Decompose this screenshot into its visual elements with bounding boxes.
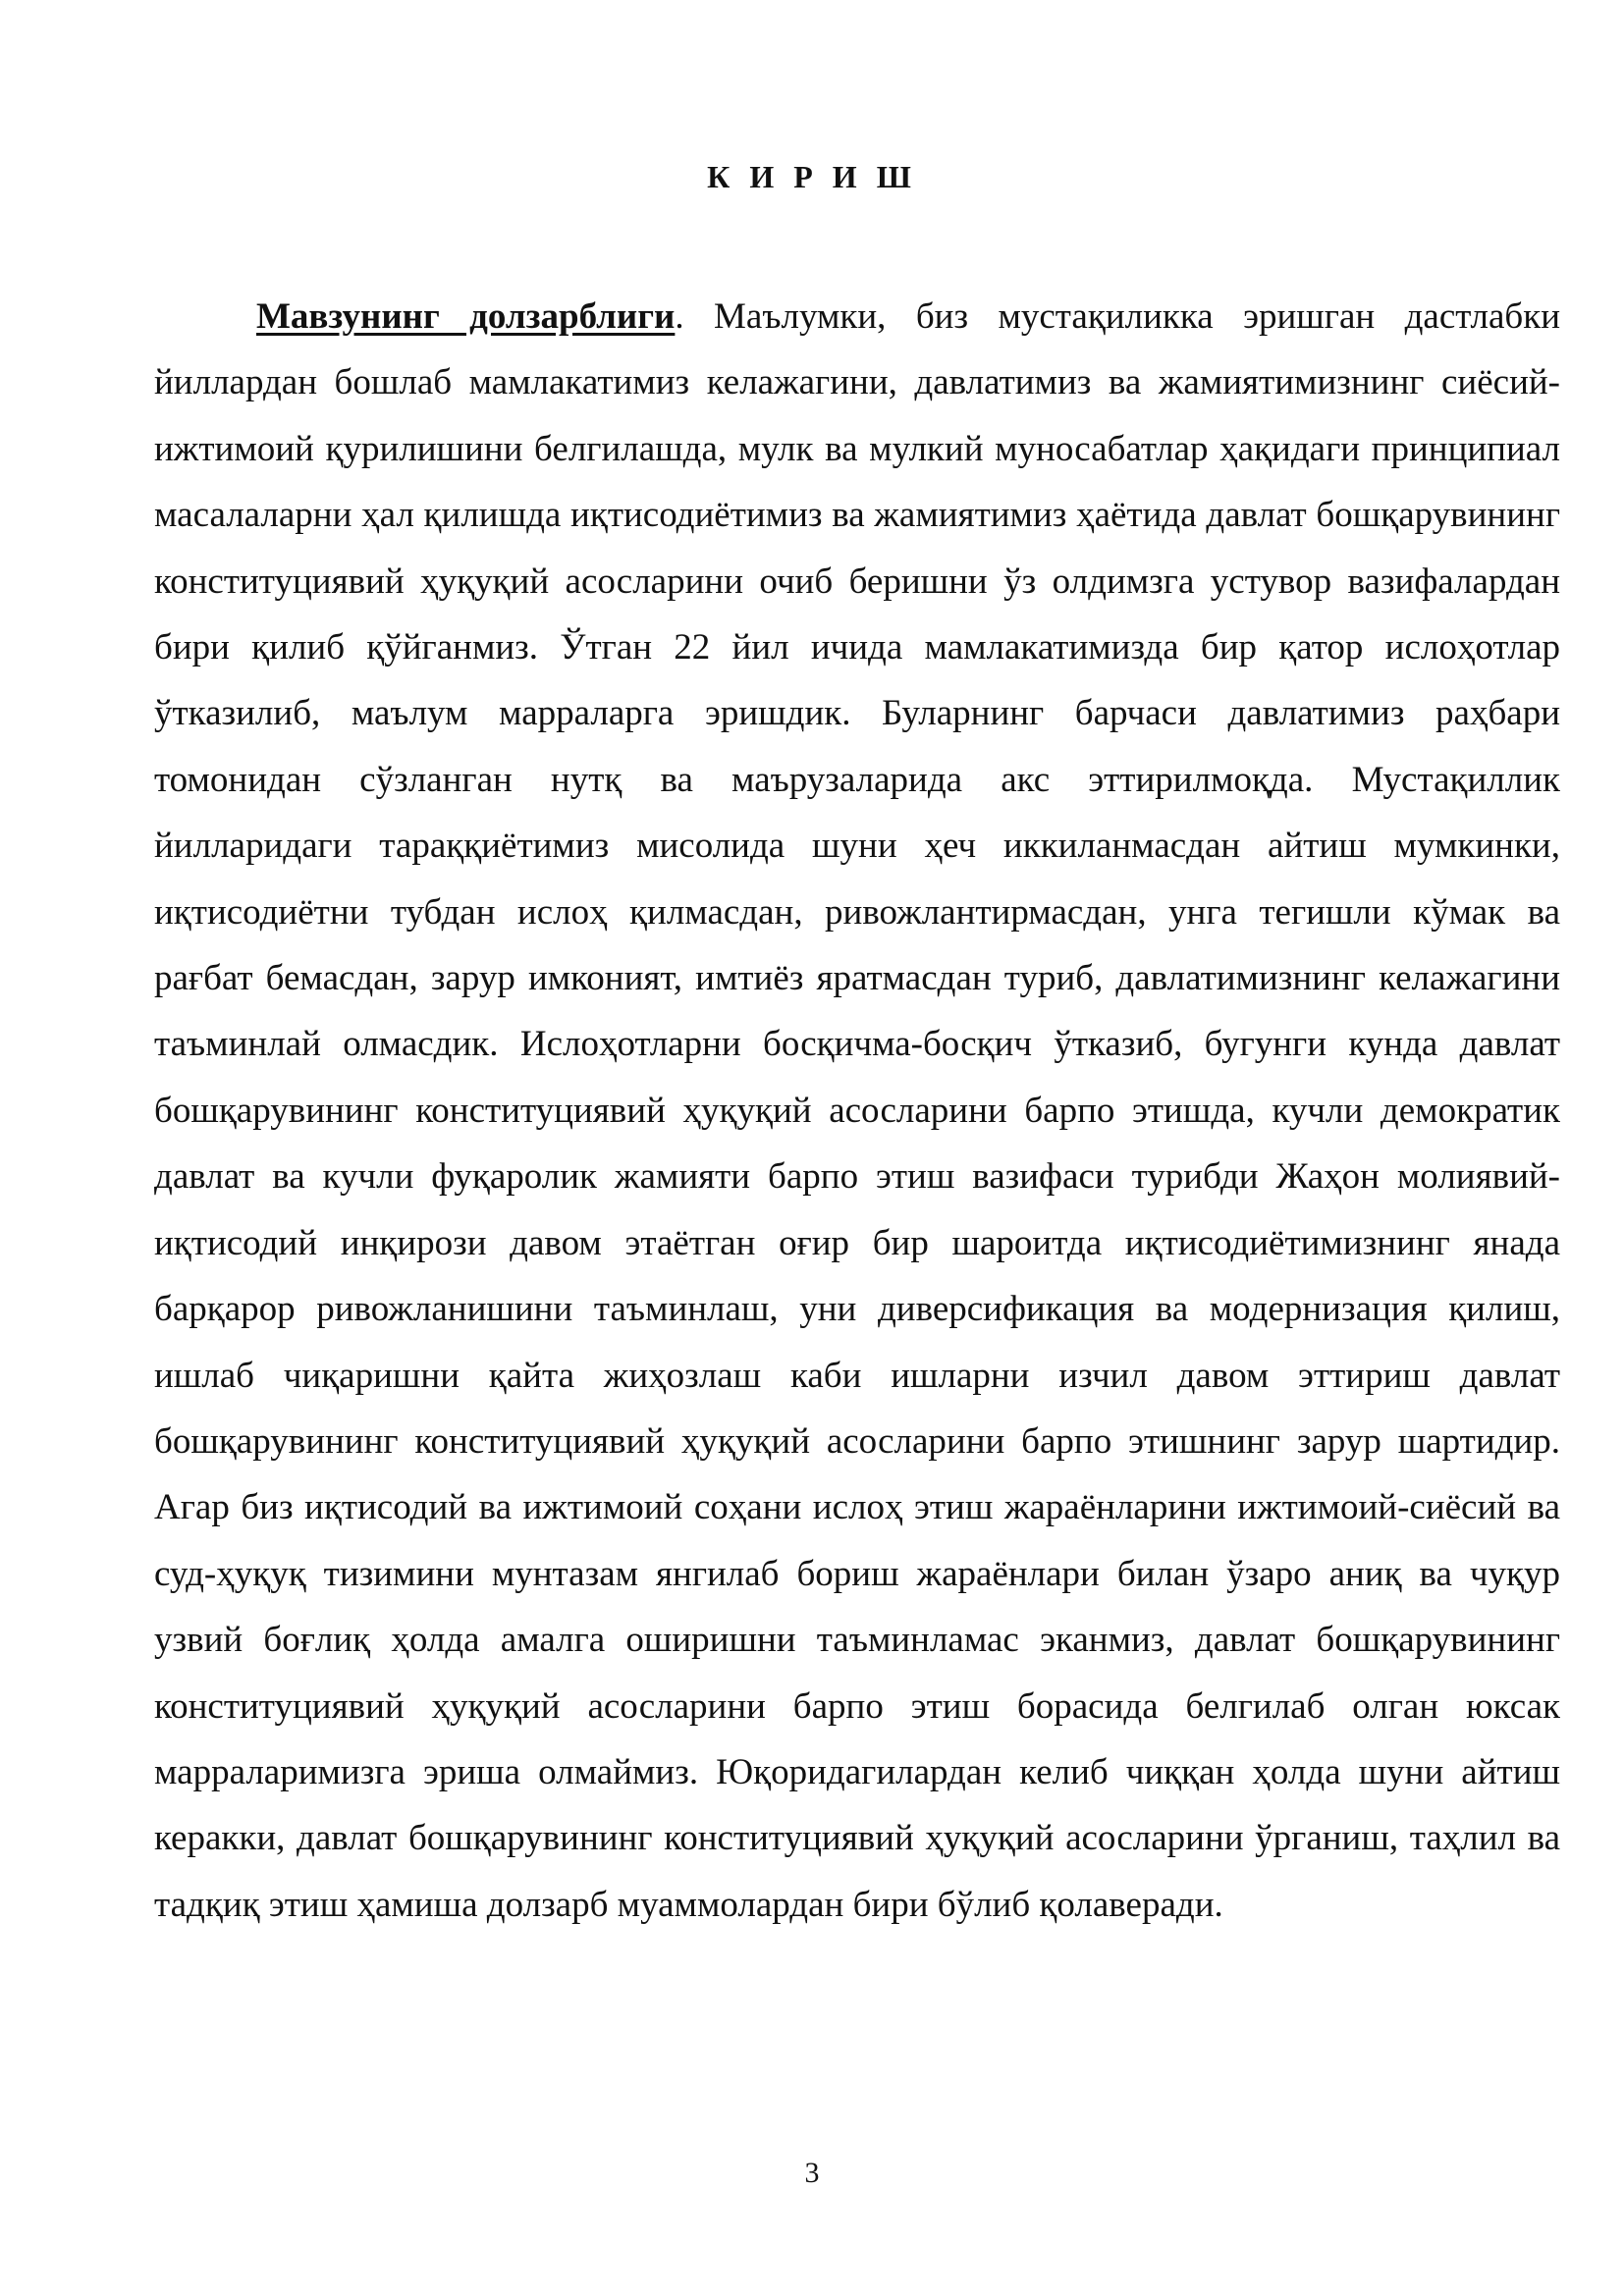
section-heading: К И Р И Ш: [707, 159, 917, 194]
paragraph-text: Маълумки, биз мустақиликка эришган дастлабки йиллардан бошлаб мамлакатимиз келажагини, давлатимиз ва жамиятимизнинг сиёсий-ижтимоий қурилишини белгилашда, мулк ва мулкий муносабатлар ҳақидаги принципиал масалаларни ҳал қилишда иқтисодиётимиз ва жамиятимиз ҳаётида давлат бошқарувининг конституциявий ҳуқуқий асосларини очиб беришни ўз олдимзга устувор вазифалардан бири қилиб қўйганмиз. Ўтган 22 йил ичида мамлакатимизда бир қатор ислоҳотлар ўтказилиб, маълум марраларга эришдик. Буларнинг барчаси давлатимиз раҳбари томонидан сўзланган нутқ ва маърузаларида акс эттирилмоқда. Мустақиллик йилларидаги тараққиётимиз мисолида шуни ҳеч иккиланмасдан айтиш мумкинки, иқтисодиётни тубдан ислоҳ қилмасдан, ривожлантирмасдан, унга тегишли кўмак ва рағбат бемасдан, зарур имконият, имтиёз яратмасдан туриб, давлатимизнинг келажагини таъминлай олмасдик. Ислоҳотларни босқичма-босқич ўтказиб, бугунги кунда давлат бошқарувининг конституциявий ҳуқуқий асосларини барпо этишда, кучли демократик давлат ва кучли фуқаролик жамияти барпо этиш вазифаси турибди Жаҳон молиявий-иқтисодий инқирози давом этаётган оғир бир шароитда иқтисодиётимизнинг янада барқарор ривожланишини таъминлаш, уни диверсификация ва модернизация қилиш, ишлаб чиқаришни қайта жиҳозлаш каби ишларни изчил давом эттириш давлат бошқарувининг конституциявий ҳуқуқий асосларини барпо этишнинг зарур шартидир. Агар биз иқтисодий ва ижтимоий соҳани ислоҳ этиш жараёнларини ижтимоий-сиёсий ва суд-ҳуқуқ тизимини мунтазам янгилаб бориш жараёнлари билан ўзаро аниқ ва чуқур узвий боғлиқ ҳолда амалга оширишни таъминламас эканмиз, давлат бошқарувининг конституциявий ҳуқуқий асосларини барпо этиш борасида белгилаб олган юксак марраларимизга эриша олмаймиз. Юқоридагилардан келиб чиққан ҳолда шуни айтиш керакки, давлат бошқарувининг конституциявий ҳуқуқий асосларини ўрганиш, таҳлил ва тадқиқ этиш ҳамиша долзарб муаммолардан бири бўлиб қолаверади.: [154, 296, 1560, 1925]
paragraph-lead-punctuation: .: [675, 296, 684, 337]
body-paragraph: [154, 284, 1560, 1938]
page-number: 3: [804, 2157, 820, 2189]
paragraph-lead: Мавзунинг долзарблиги: [256, 296, 676, 337]
